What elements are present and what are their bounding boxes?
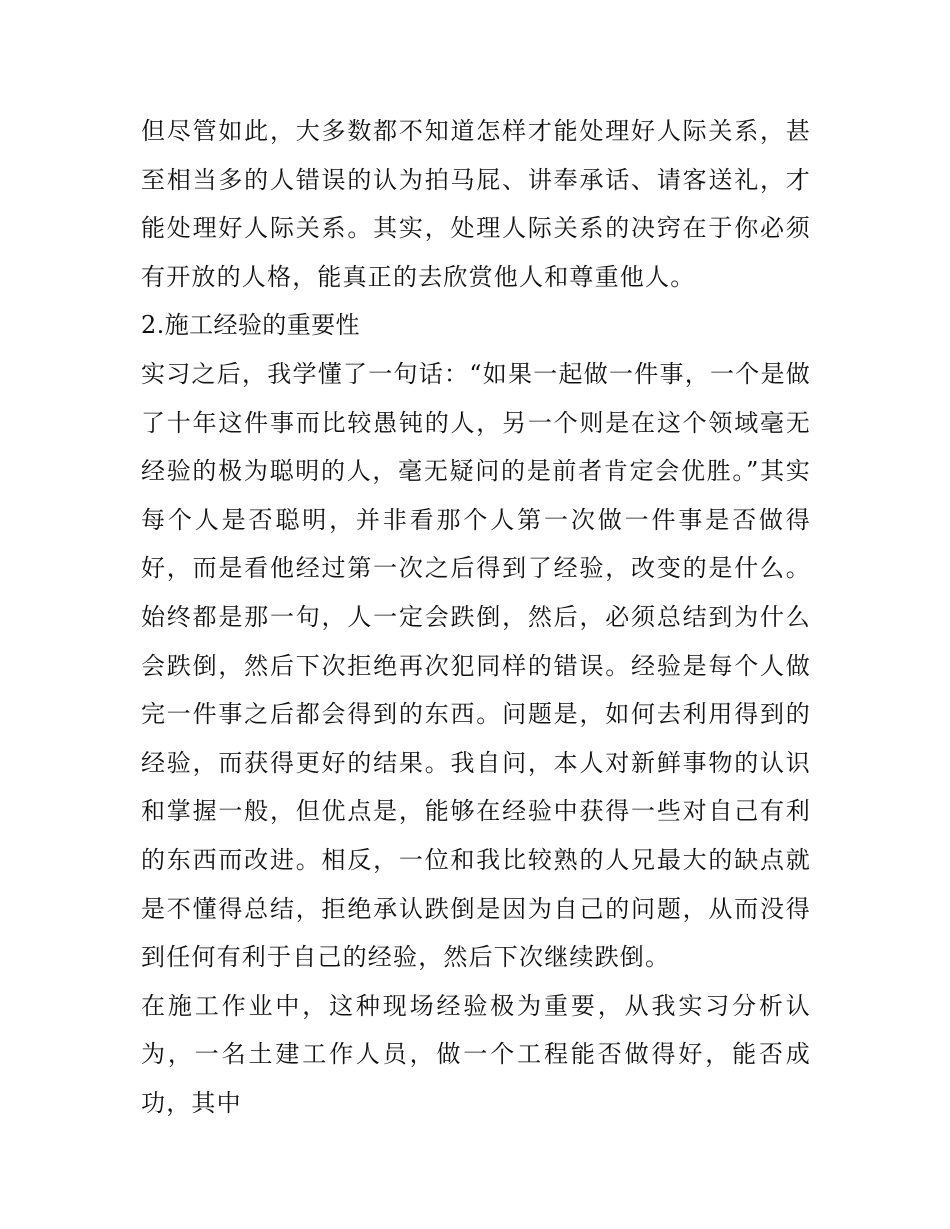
document-body bbox=[141, 107, 811, 1127]
section-heading-construction-experience: 2.施工经验的重要性 bbox=[141, 311, 360, 340]
paragraph-site-work: 在施工作业中，这种现场经验极为重要，从我实习分析认为，一名土建工作人员，做一个工程能否做得好，能否成功，其中 bbox=[141, 991, 811, 1117]
paragraph-experience: 实习之后，我学懂了一句话：“如果一起做一件事，一个是做了十年这件事而比较愚钝的人，另一个则是在这个领域毫无经验的极为聪明的人，毫无疑问的是前者肯定会优胜。”其实每个人是否聪明，并非看那个人第一次做一件事是否做得好，而是看他经过第一次之后得到了经验，改变的是什么。始终都是那一句，人一定会跌倒，然后，必须总结到为什么会跌倒，然后下次拒绝再次犯同样的错误。经验是每个人做完一件事之后都会得到的东西。问题是，如何去利用得到的经验，而获得更好的结果。我自问，本人对新鲜事物的认识和掌握一般，但优点是，能够在经验中获得一些对自己有利的东西而改进。相反，一位和我比较熟的人兄最大的缺点就是不懂得总结，拒绝承认跌倒是因为自己的问题，从而没得到任何有利于自己的经验，然后下次继续跌倒。 bbox=[141, 359, 811, 972]
paragraph-interpersonal: 但尽管如此，大多数都不知道怎样才能处理好人际关系，甚至相当多的人错误的认为拍马屁、讲奉承话、请客送礼，才能处理好人际关系。其实，处理人际关系的决窍在于你必须有开放的人格，能真正的去欣赏他人和尊重他人。 bbox=[141, 117, 811, 291]
